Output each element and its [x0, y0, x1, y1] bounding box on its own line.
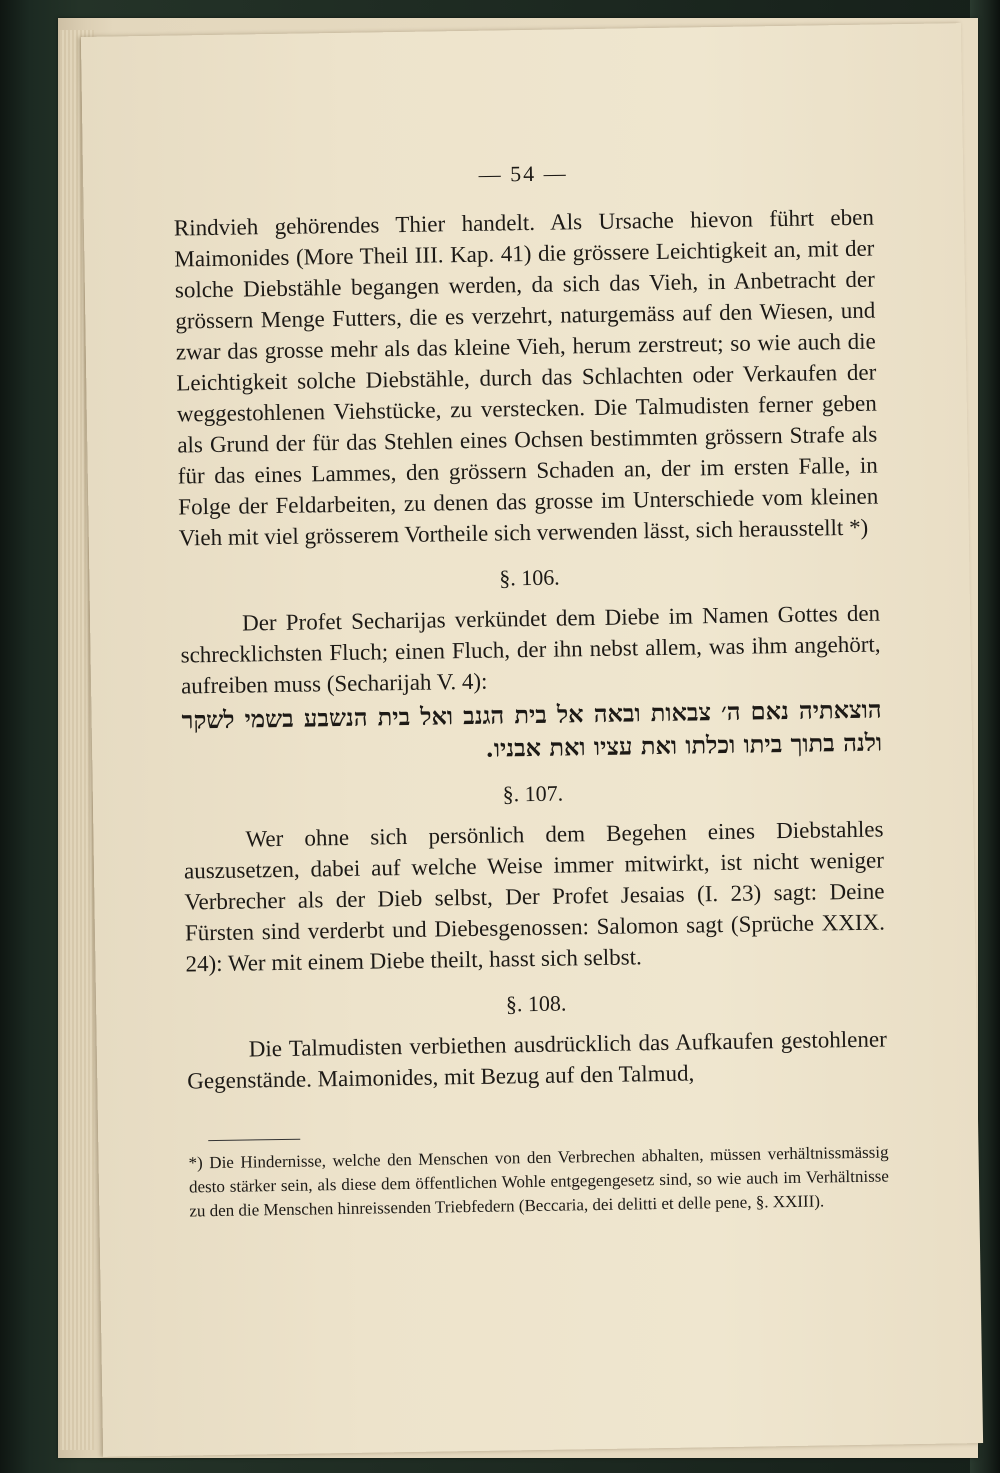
page-number: — 54 —: [478, 160, 568, 187]
section-108-text: Die Talmudisten verbiethen ausdrücklich das Aufkaufen gestohlener Gegenstände. Maimonides, mit Bezug auf den Talmud,: [187, 1026, 887, 1094]
section-107-text: Wer ohne sich persönlich dem Begehen eines Diebstahles auszusetzen, dabei auf welche Weise immer mitwirkt, ist nicht weniger Verbrecher als der Dieb selbst, Der Profet Jesaias (I. 23) sagt: Deine Fürsten sind verderbt und Diebesgenossen: Salomon sagt (Sprüche XXIX. 24): Wer mit einem Diebe theilt, hasst sich selbst.: [183, 816, 886, 977]
page-text: [173, 153, 890, 1224]
footnote: *) Die Hindernisse, welche den Menschen von den Verbrechen abhalten, müssen verhältnissmässig desto stärker sein, als diese dem öffentlichen Wohle entgegengesetz sind, so wie auch im Verhältnisse zu den die Menschen hinreissenden Triebfedern (Beccaria, dei delitti et delle pene, §. XXIII).: [188, 1142, 890, 1221]
section-heading-108: §. 108.: [505, 990, 567, 1017]
section-106-text: Der Profet Secharijas verkündet dem Diebe im Namen Gottes den schrecklichsten Fluch; einen Fluch, der ihn nebst allem, was ihm angehört, aufreiben muss (Secharijah V. 4):: [180, 600, 881, 699]
paragraph-continuation: Rindvieh gehörendes Thier handelt. Als Ursache hievon führt eben Maimonides (More Theil III. Kap. 41) die grössere Leichtigkeit an, mit der solche Diebstähle begangen werden, da sich das Vieh, in Anbetracht der grössern Menge Futters, die es verzehrt, naturgemäss auf den Wiesen, und zwar das grosse mehr als das kleine Vieh, herum zerstreut; so wie auch die Leichtigkeit solche Diebstähle, durch das Schlachten oder Verkaufen der weggestohlenen Viehstücke, zu verstecken. Die Talmudisten ferner geben als Grund der für das Stehlen eines Ochsen bestimmten grössern Strafe als für das eines Lammes, den grössern Schaden an, der im ersten Falle, in Folge der Feldarbeiten, zu denen das grosse im Unterschiede vom kleinen Vieh mit viel grösserem Vortheile sich verwenden lässt, sich herausstellt *): [173, 204, 879, 551]
section-heading-107: §. 107.: [502, 780, 564, 807]
book-page: [81, 23, 983, 1457]
footnote-rule: [208, 1139, 300, 1141]
hebrew-quote: הוצאתיה נאם ה׳ צבאות ובאה אל בית הגנב ואל בית הנשבע בשמי לשקר ולנה בתוך ביתו וכלתו ואת עציו ואת אבניו.: [181, 694, 883, 763]
section-heading-106: §. 106.: [499, 564, 560, 591]
